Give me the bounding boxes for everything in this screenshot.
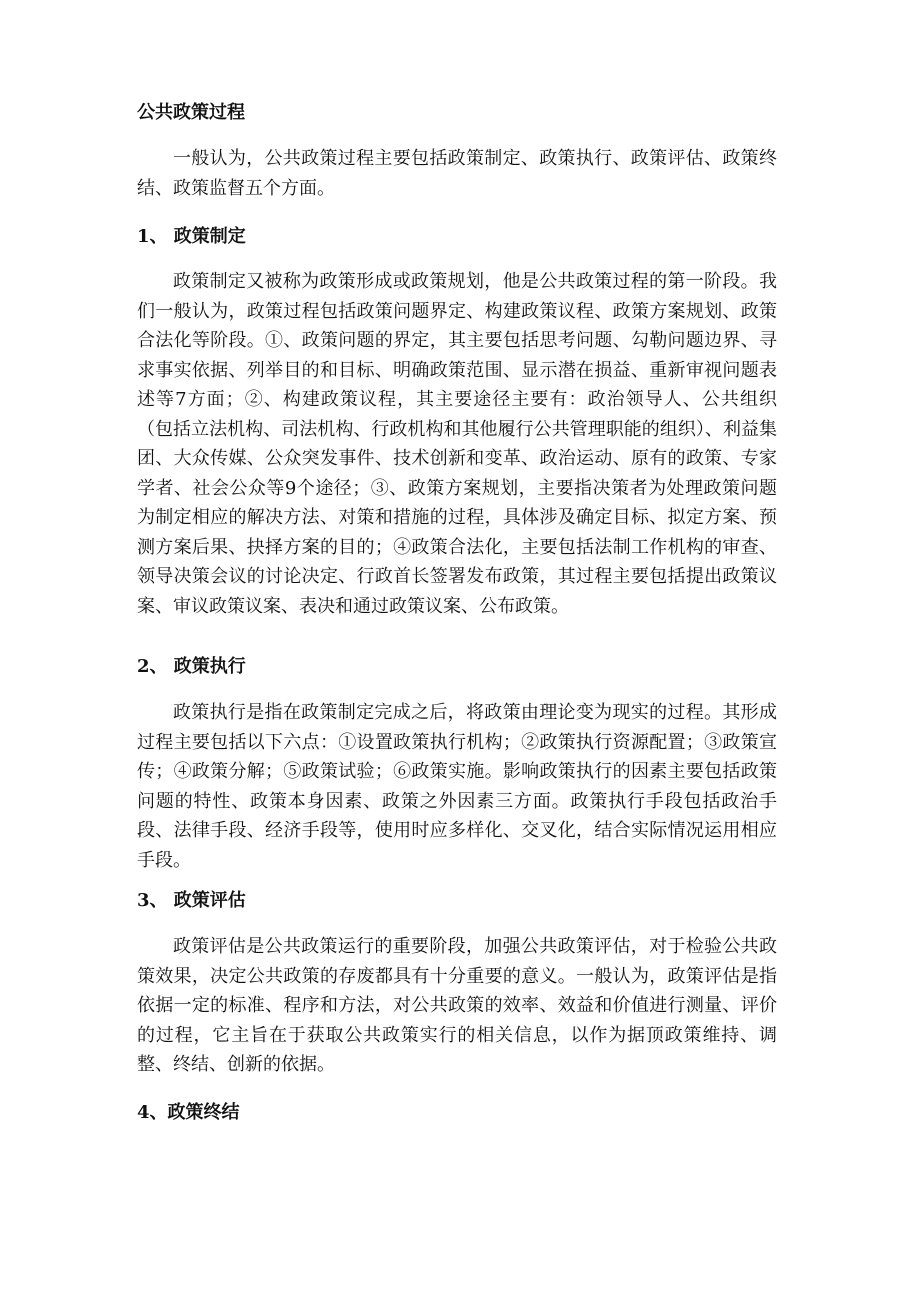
document-title: 公共政策过程 <box>137 102 245 123</box>
section-body-evaluation: 政策评估是公共政策运行的重要阶段，加强公共政策评估，对于检验公共政策效果，决定公共政策的存废都具有十分重要的意义。一般认为，政策评估是指依据一定的标准、程序和方法，对公共政策的效率、效益和价值进行测量、评价的过程，它主旨在于获取公共政策实行的相关信息，以作为据顶政策维持、调整、终结、创新的依据。 <box>137 936 777 1075</box>
section-heading-evaluation: 3、 政策评估 <box>137 890 246 911</box>
section-body-formulation: 政策制定又被称为政策形成或政策规划，他是公共政策过程的第一阶段。我们一般认为，政策过程包括政策问题界定、构建政策议程、政策方案规划、政策合法化等阶段。①、政策问题的界定，其主要包括思考问题、勾勒问题边界、寻求事实依据、列举目的和目标、明确政策范围、显示潜在损益、重新审视问题表述等7方面；②、构建政策议程，其主要途径主要有：政治领导人、公共组织（包括立法机构、司法机构、行政机构和其他履行公共管理职能的组织）、利益集团、大众传媒、公众突发事件、技术创新和变革、政治运动、原有的政策、专家学者、社会公众等9个途径；③、政策方案规划，主要指决策者为处理政策问题为制定相应的解决方法、对策和措施的过程，具体涉及确定目标、拟定方案、预测方案后果、抉择方案的目的；④政策合法化，主要包括法制工作机构的审查、领导决策会议的讨论决定、行政首长签署发布政策，其过程主要包括提出政策议案、审议政策议案、表决和通过政策议案、公布政策。 <box>137 271 777 617</box>
section-heading-termination: 4、政策终结 <box>137 1102 240 1123</box>
section-heading-implementation: 2、 政策执行 <box>137 656 246 677</box>
section-body-implementation: 政策执行是指在政策制定完成之后，将政策由理论变为现实的过程。其形成过程主要包括以下六点：①设置政策执行机构；②政策执行资源配置；③政策宣传；④政策分解；⑤政策试验；⑥政策实施。影响政策执行的因素主要包括政策问题的特性、政策本身因素、政策之外因素三方面。政策执行手段包括政治手段、法律手段、经济手段等，使用时应多样化、交叉化，结合实际情况运用相应手段。 <box>137 702 777 871</box>
intro-paragraph: 一般认为，公共政策过程主要包括政策制定、政策执行、政策评估、政策终结、政策监督五个方面。 <box>137 148 777 199</box>
section-heading-formulation: 1、 政策制定 <box>137 226 246 247</box>
